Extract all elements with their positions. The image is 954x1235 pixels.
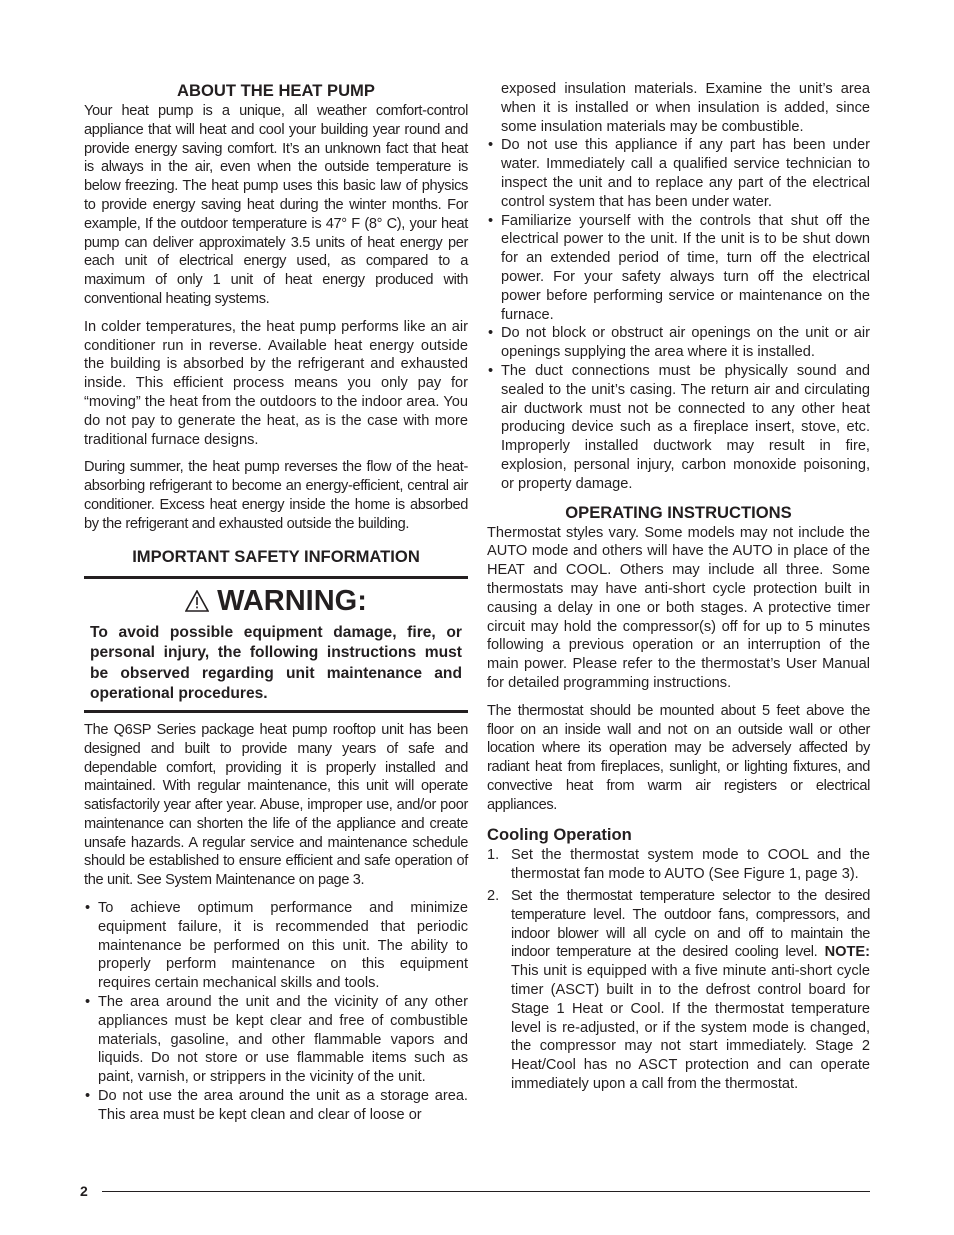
warning-title-text: WARNING: — [217, 584, 367, 617]
operating-paragraph-1: Thermostat styles vary. Some models may not include the AUTO mode and others will have the AUTO in place of the HEAT and COOL. Others may include all three. Some thermostats may have anti-short cycle protection built in causing a delay in one or both stages. A protective timer circuit may hold the compressor(s) off for up to 5 minutes following a previous operation or an interruption of the main power. Please refer to the thermostat’s User Manual for detailed programming instructions. — [487, 524, 870, 691]
cooling-steps — [487, 846, 870, 1093]
continued-bullet-text: exposed insulation materials. Examine the unit’s area when it is installed or when insulation is added, since some insulation materials may be combustible. — [501, 81, 870, 135]
operating-heading: OPERATING INSTRUCTIONS — [565, 502, 792, 522]
step-number: 2. — [487, 888, 500, 905]
right-column — [487, 80, 870, 1097]
safety-bullet-list — [84, 899, 468, 1125]
about-paragraph-3: During summer, the heat pump reverses the flow of the heat-absorbing refrigerant to become an energy-efficient, central air conditioner. Excess heat energy inside the home is absorbed by the refrigerant and exhausted outside the building. — [84, 459, 468, 532]
step-number: 1. — [487, 847, 500, 864]
warning-title — [90, 583, 462, 619]
cooling-heading: Cooling Operation — [487, 825, 632, 845]
step-text: Set the thermostat temperature selector to the desired temperature level. The outdoor fans, compressors, and indoor blower will all cycle on and off to maintain the indoor temperature at the desired cooling level. — [511, 888, 870, 961]
list-item: • Do not block or obstruct air openings on the unit or air openings supplying the area where it is installed. — [487, 324, 870, 362]
note-label: NOTE: — [824, 944, 870, 961]
about-heading: ABOUT THE HEAT PUMP — [177, 81, 375, 100]
note-text: This unit is equipped with a five minute anti-short cycle timer (ASCT) built in to the defrost control board for Stage 1 Heat or Cool. If the thermostat temperature level is re-adjusted, or if the system mode is changed, the compressor may not start immediately. Stage 2 Heat/Cool has no ASCT protection and can operate immediately upon a call from the thermostat. — [511, 963, 870, 1093]
list-item: • Do not use the area around the unit as a storage area. This area must be kept clean and clear of loose or — [84, 1087, 468, 1125]
page-number: 2 — [80, 1183, 88, 1199]
list-item: • Familiarize yourself with the controls that shut off the electrical power to the unit. If the unit is to be shut down for an extended period of time, turn off the electrical power. For your safety always turn off the electrical power before performing service or maintenance on the furnace. — [487, 212, 870, 325]
warning-text: To avoid possible equipment damage, fire, or personal injury, the following instructions must be observed regarding unit maintenance and operational procedures. — [90, 623, 462, 703]
safety-bullet-list-continued — [487, 136, 870, 493]
step-item — [487, 887, 870, 1094]
safety-paragraph-1: The Q6SP Series package heat pump rooftop unit has been designed and built to provide many years of safe and dependable comfort, providing it is properly installed and maintained. With regular maintenance, this unit will operate satisfactorily year after year. Abuse, improper use, and/or poor maintenance can shorten the life of the appliance and create unsafe hazards. A regular service and maintenance schedule should be established to ensure efficient and safe operation of the unit. See System Maintenance on page 3. — [84, 721, 468, 889]
list-item: • The duct connections must be physically sound and sealed to the unit’s casing. The return air and circulating air ductwork must not be connected to any other heat producing device such as a fireplace insert, stove, etc. Improperly installed ductwork may result in fire, explosion, personal injury, carbon monoxide poisoning, or property damage. — [487, 362, 870, 494]
about-paragraph-2: In colder temperatures, the heat pump performs like an air conditioner run in reverse. Available heat energy outside the building is absorbed by the refrigerant and exhausted inside. This efficient process means you only pay for “moving” the heat from the outdoors to the indoor area. You do not pay to generate the heat, as is the case with more traditional furnace designs. — [84, 318, 468, 448]
step-text: Set the thermostat system mode to COOL and the thermostat fan mode to AUTO (See Figure 1, page 3). — [511, 847, 870, 883]
step-item — [487, 846, 870, 884]
footer-divider — [102, 1191, 870, 1192]
left-column — [84, 80, 468, 1125]
safety-heading: IMPORTANT SAFETY INFORMATION — [132, 546, 420, 566]
warning-triangle-icon — [185, 590, 209, 612]
warning-box — [84, 576, 468, 713]
list-item: • Do not use this appliance if any part has been under water. Immediately call a qualified service technician to inspect the unit and to replace any part of the electrical control system that has been under water. — [487, 136, 870, 211]
operating-paragraph-2: The thermostat should be mounted about 5 feet above the floor on an inside wall and not on an outside wall or other location where its operation may be adversely affected by radiant heat from fireplaces, sunlight, or lighting fixtures, and convective heat from warm air registers or electrical appliances. — [487, 702, 870, 813]
list-item: • To achieve optimum performance and minimize equipment failure, it is recommended that periodic maintenance be performed on this unit. The ability to properly perform maintenance on this equipment requires certain mechanical skills and tools. — [84, 899, 468, 993]
list-item: • The area around the unit and the vicinity of any other appliances must be kept clear and free of combustible materials, gasoline, and other flammable vapors and liquids. Do not store or use flammable items such as paint, varnish, or strippers in the vicinity of the unit. — [84, 993, 468, 1087]
about-paragraph-1: Your heat pump is a unique, all weather comfort-control appliance that will heat and cool your building year round and provide energy saving comfort. It’s an unknown fact that heat is always in the air, even when the outside temperature is below freezing. The heat pump uses this basic law of physics to provide energy saving heat during the winter months. For example, If the outdoor temperature is 47° F (8° C), your heat pump can deliver approximately 3.5 units of heat energy per each unit of electrical energy used, as compared to a maximum of only 1 unit of heat energy produced with conventional heating systems. — [84, 103, 468, 307]
